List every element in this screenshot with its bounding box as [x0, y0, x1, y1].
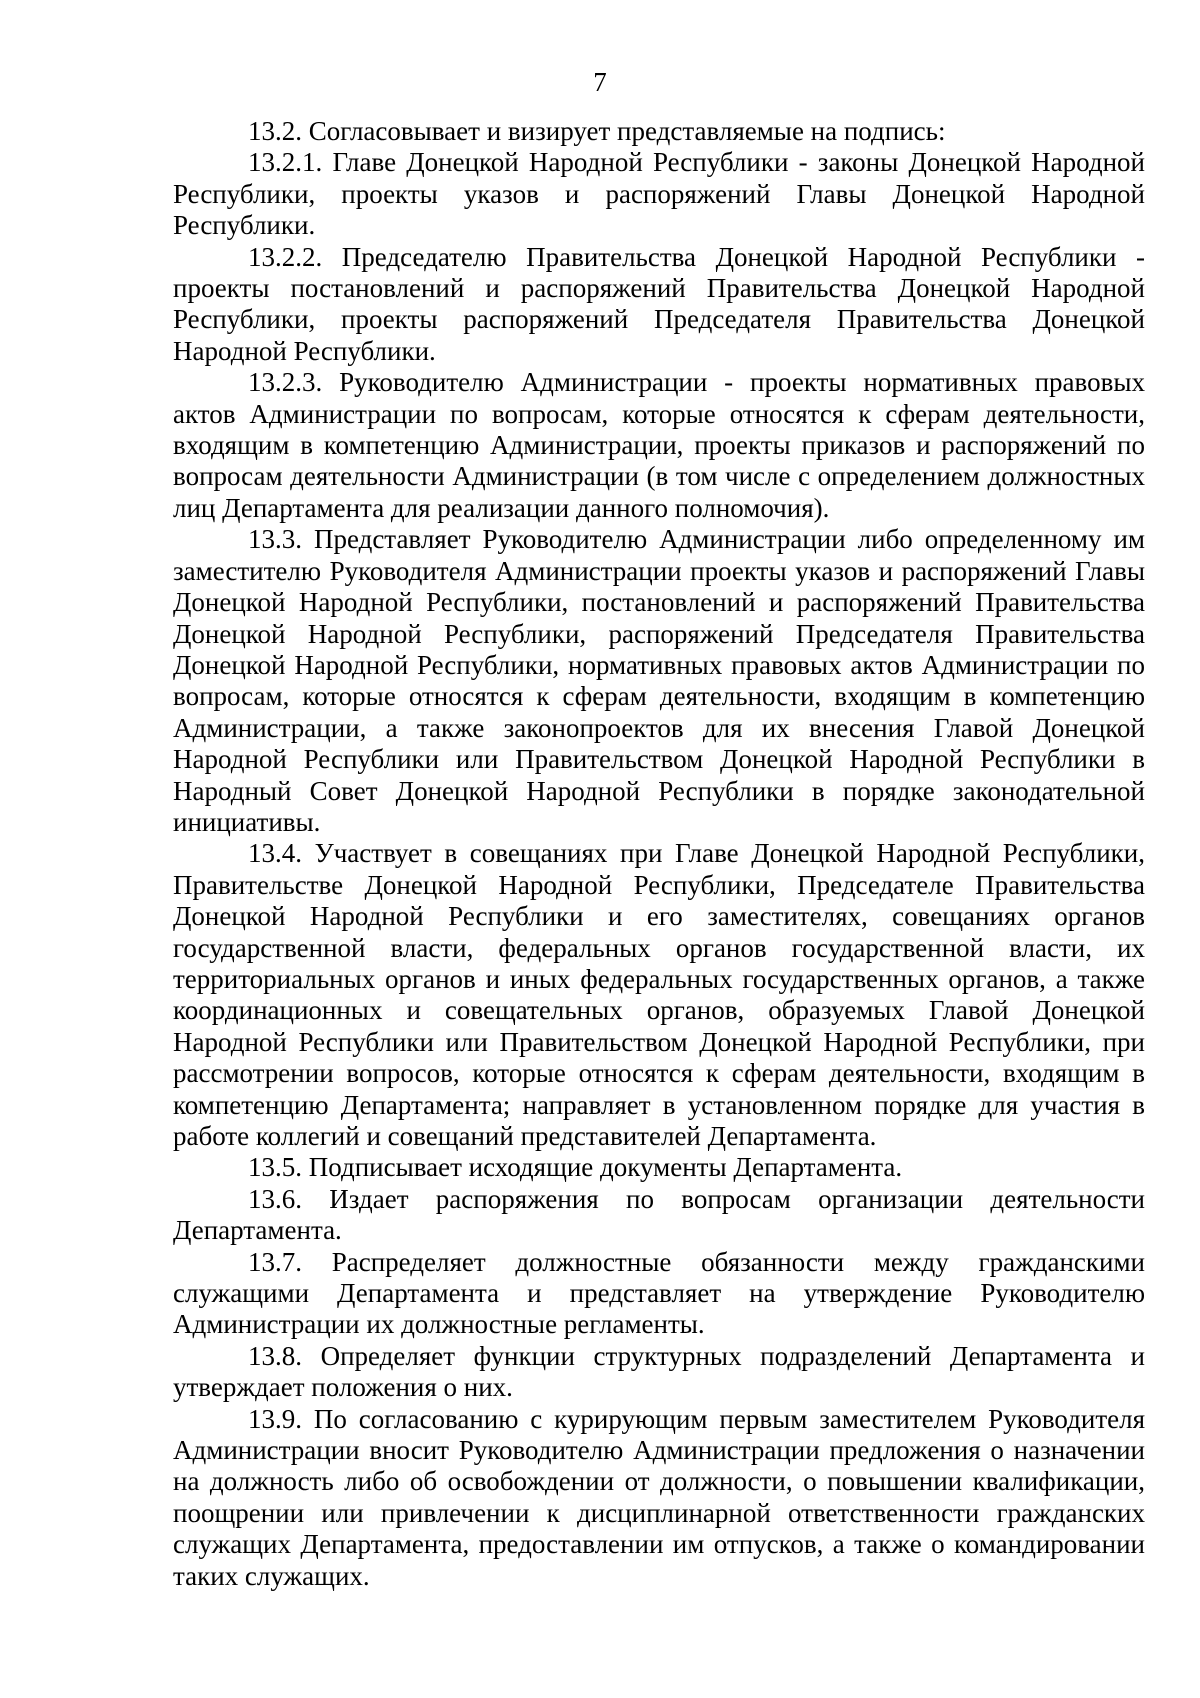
document-body [173, 116, 1145, 1592]
paragraph-13-2-2: 13.2.2. Председателю Правительства Донецкой Народной Республики - проекты постановлений и распоряжений Правительства Донецкой Народной Республики, проекты распоряжений Председателя Правительства Донецкой Народной Республики. [173, 241, 1145, 366]
paragraph-13-2: 13.2. Согласовывает и визирует представляемые на подпись: [248, 116, 946, 146]
page-number: 7 [593, 67, 607, 97]
paragraph-13-2-3: 13.2.3. Руководителю Администрации - проекты нормативных правовых актов Администрации по вопросам, которые относятся к сферам деятельности, входящим в компетенцию Администрации, проекты приказов и распоряжений по вопросам деятельности Администрации (в том числе с определением должностных лиц Департамента для реализации данного полномочия). [173, 367, 1145, 523]
paragraph-13-3: 13.3. Представляет Руководителю Администрации либо определенному им заместителю Руководителя Администрации проекты указов и распоряжений Главы Донецкой Народной Республики, постановлений и распоряжений Правительства Донецкой Народной Республики, распоряжений Председателя Правительства Донецкой Народной Республики, нормативных правовых актов Администрации по вопросам, которые относятся к сферам деятельности, входящим в компетенцию Администрации, а также законопроектов для их внесения Главой Донецкой Народной Республики или Правительством Донецкой Народной Республики в Народный Совет Донецкой Народной Республики в порядке законодательной инициативы. [173, 524, 1145, 837]
paragraph-13-4: 13.4. Участвует в совещаниях при Главе Донецкой Народной Республики, Правительстве Донецкой Народной Республики, Председателе Правительства Донецкой Народной Республики и его заместителях, совещаниях органов государственной власти, федеральных органов государственной власти, их территориальных органов и иных федеральных государственных органов, а также координационных и совещательных органов, образуемых Главой Донецкой Народной Республики или Правительством Донецкой Народной Республики, при рассмотрении вопросов, которые относятся к сферам деятельности, входящим в компетенцию Департамента; направляет в установленном порядке для участия в работе коллегий и совещаний представителей Департамента. [173, 838, 1145, 1151]
paragraph-13-6: 13.6. Издает распоряжения по вопросам организации деятельности Департамента. [173, 1183, 1145, 1246]
paragraph-13-9: 13.9. По согласованию с курирующим первым заместителем Руководителя Администрации вносит Руководителю Администрации предложения о назначении на должность либо об освобождении от должности, о повышении квалификации, поощрении или привлечении к дисциплинарной ответственности гражданских служащих Департамента, предоставлении им отпусков, а также о командировании таких служащих. [173, 1403, 1145, 1591]
paragraph-13-7: 13.7. Распределяет должностные обязанности между гражданскими служащими Департамента и представляет на утверждение Руководителю Администрации их должностные регламенты. [173, 1246, 1145, 1340]
paragraph-13-5: 13.5. Подписывает исходящие документы Департамента. [248, 1152, 903, 1183]
paragraph-13-8: 13.8. Определяет функции структурных подразделений Департамента и утверждает положения о них. [173, 1340, 1145, 1403]
paragraph-13-2-1: 13.2.1. Главе Донецкой Народной Республики - законы Донецкой Народной Республики, проекты указов и распоряжений Главы Донецкой Народной Республики. [173, 147, 1145, 241]
